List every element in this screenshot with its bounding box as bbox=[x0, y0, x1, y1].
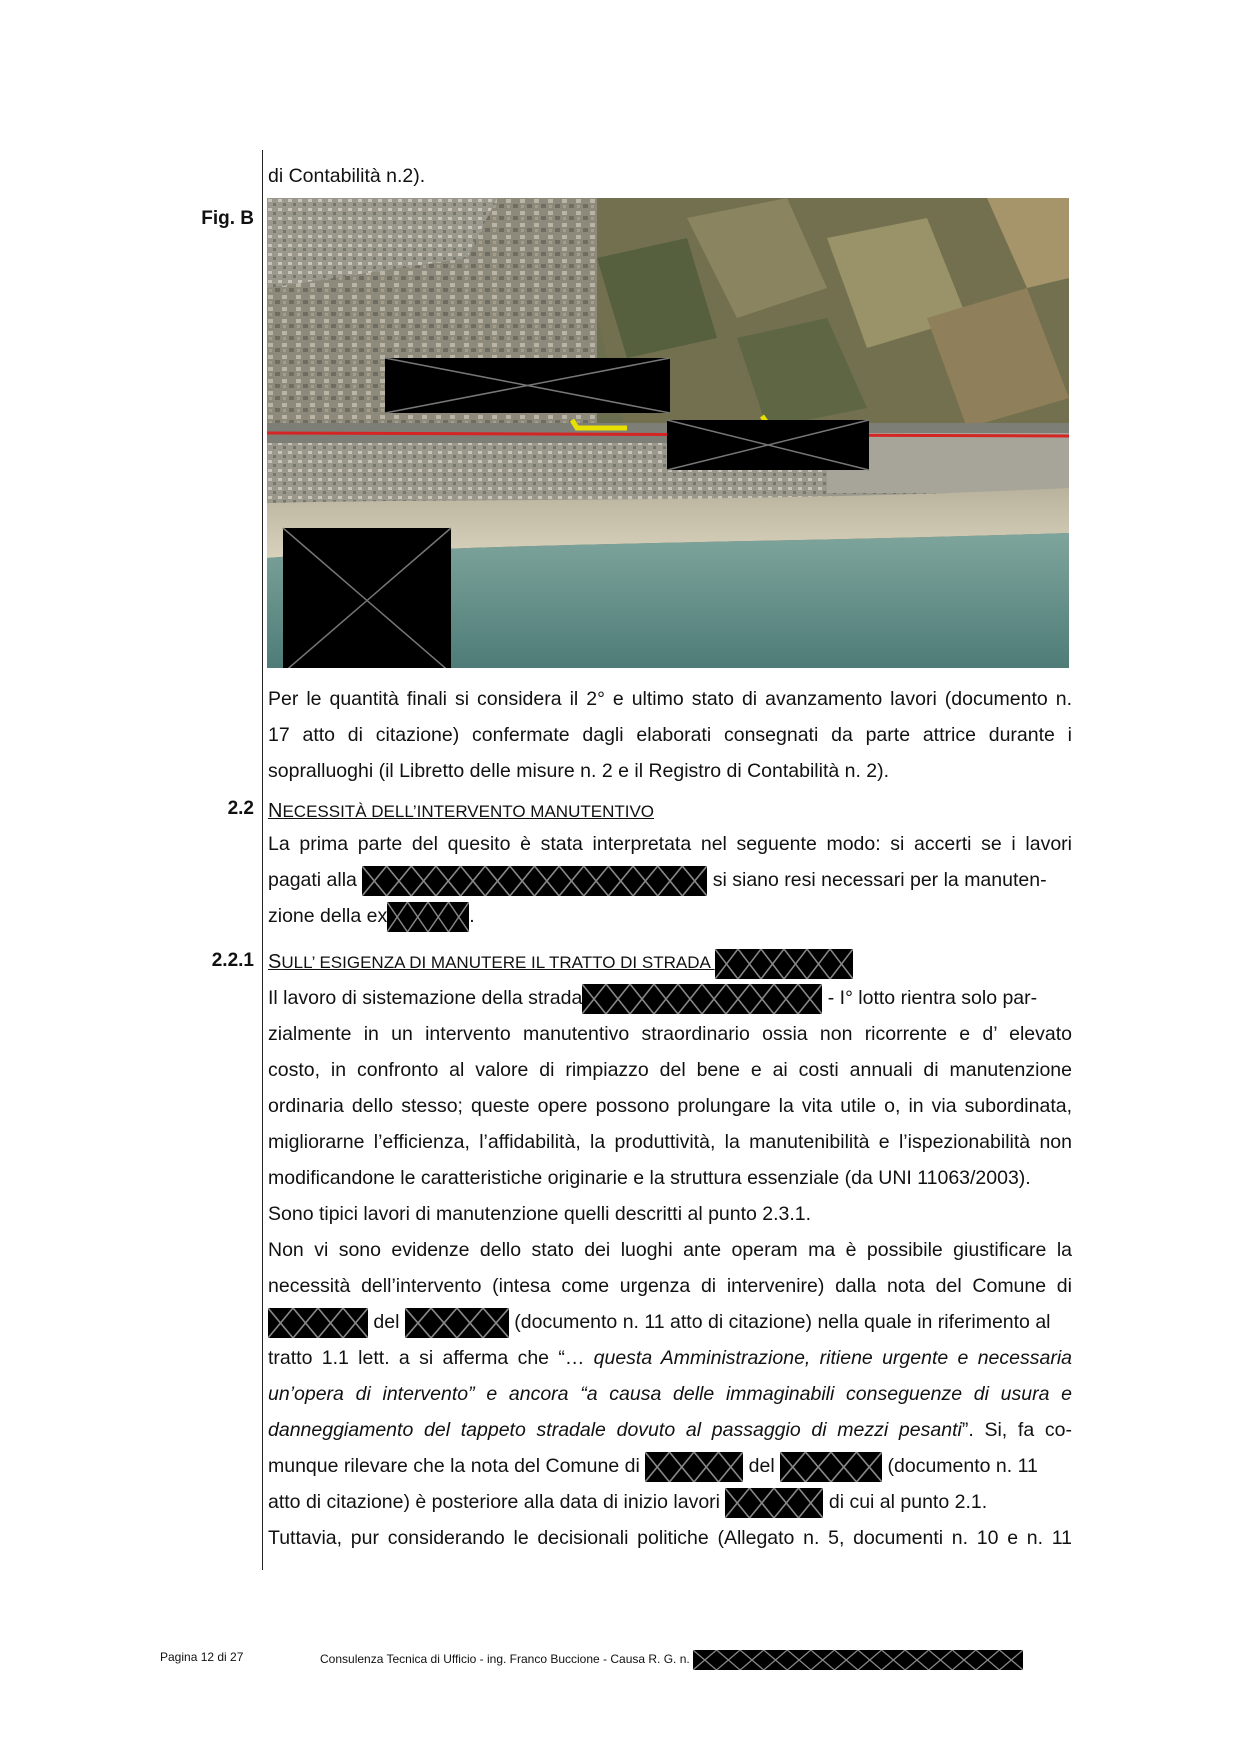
section-number: 2.2.1 bbox=[211, 950, 254, 971]
paragraph-line: zione della ex . bbox=[268, 898, 1072, 934]
paragraph-line: La prima parte del quesito è stata interpretata nel seguente modo: si accerti se i lavori bbox=[268, 833, 1072, 855]
redaction-box bbox=[715, 949, 853, 979]
redaction-box bbox=[780, 1452, 882, 1482]
aerial-photo bbox=[267, 198, 1069, 668]
paragraph-line: costo, in confronto al valore di rimpiazzo del bene e ai costi annuali di manutenzione bbox=[268, 1059, 1072, 1081]
paragraph-line: ordinaria dello stesso; queste opere possono prolungare la vita utile o, in via subordinata, bbox=[268, 1095, 1072, 1117]
paragraph-line: 17 atto di citazione) confermate dagli elaborati consegnati da parte attrice durante i bbox=[268, 724, 1072, 746]
paragraph-line: necessità dell’intervento (intesa come urgenza di intervenire) dalla nota del Comune di bbox=[268, 1275, 1072, 1297]
intro-line: di Contabilità n.2). bbox=[268, 165, 426, 187]
paragraph-line: del (documento n. 11 atto di citazione) nella quale in riferimento al bbox=[268, 1304, 1072, 1340]
redaction-box bbox=[667, 420, 869, 470]
redaction-box bbox=[283, 528, 451, 668]
left-margin-rule bbox=[262, 150, 263, 1570]
redaction-box bbox=[645, 1452, 743, 1482]
paragraph-line: munque rilevare che la nota del Comune di del (documento n. 11 bbox=[268, 1448, 1072, 1484]
figure-label: Fig. B bbox=[201, 208, 254, 229]
paragraph-line: atto di citazione) è posteriore alla data di inizio lavori di cui al punto 2.1. bbox=[268, 1484, 1072, 1520]
redaction-box bbox=[693, 1650, 1023, 1670]
redaction-box bbox=[362, 866, 707, 896]
paragraph-line: Il lavoro di sistemazione della strada - I° lotto rientra solo par- bbox=[268, 980, 1072, 1016]
paragraph-line: danneggiamento del tappeto stradale dovuto al passaggio di mezzi pesanti”. Si, fa co- bbox=[268, 1419, 1073, 1441]
redaction-box bbox=[387, 902, 469, 932]
page-number: Pagina 12 di 27 bbox=[160, 1650, 244, 1664]
redaction-box bbox=[725, 1488, 823, 1518]
paragraph-line: modificandone le caratteristiche originarie e la struttura essenziale (da UNI 11063/2003). bbox=[268, 1167, 1031, 1189]
paragraph-line: sopralluoghi (il Libretto delle misure n. 2 e il Registro di Contabilità n. 2). bbox=[268, 760, 890, 782]
footer-text: Consulenza Tecnica di Ufficio - ing. Franco Buccione - Causa R. G. n. bbox=[320, 1650, 1023, 1670]
paragraph-line: migliorarne l’efficienza, l’affidabilità, la produttività, la manutenibilità e l’ispezionabilità non bbox=[268, 1131, 1072, 1153]
section-heading: SULL’ ESIGENZA DI MANUTERE IL TRATTO DI STRADA bbox=[268, 944, 1072, 981]
section-number: 2.2 bbox=[227, 798, 254, 819]
paragraph-line: zialmente in un intervento manutentivo straordinario ossia non ricorrente e d’ elevato bbox=[268, 1023, 1072, 1045]
section-heading: NECESSITÀ DELL’INTERVENTO MANUTENTIVO bbox=[268, 800, 655, 822]
paragraph-line: tratto 1.1 lett. a si afferma che “… questa Amministrazione, ritiene urgente e necessaria bbox=[268, 1347, 1072, 1369]
paragraph-line: Non vi sono evidenze dello stato dei luoghi ante operam ma è possibile giustificare la bbox=[268, 1239, 1072, 1261]
paragraph-line: Per le quantità finali si considera il 2° e ultimo stato di avanzamento lavori (documento n. bbox=[268, 688, 1072, 710]
aerial-photo-figure bbox=[267, 198, 1069, 668]
paragraph-line: Tuttavia, pur considerando le decisionali politiche (Allegato n. 5, documenti n. 10 e n. 11 bbox=[268, 1527, 1072, 1549]
redaction-box bbox=[405, 1308, 509, 1338]
paragraph-line: Sono tipici lavori di manutenzione quelli descritti al punto 2.3.1. bbox=[268, 1203, 812, 1225]
redaction-box bbox=[385, 358, 670, 413]
paragraph-line: pagati alla si siano resi necessari per la manuten- bbox=[268, 862, 1072, 898]
paragraph-line: un’opera di intervento” e ancora “a causa delle immaginabili conseguenze di usura e bbox=[268, 1383, 1072, 1405]
redaction-box bbox=[582, 984, 822, 1014]
redaction-box bbox=[268, 1308, 368, 1338]
